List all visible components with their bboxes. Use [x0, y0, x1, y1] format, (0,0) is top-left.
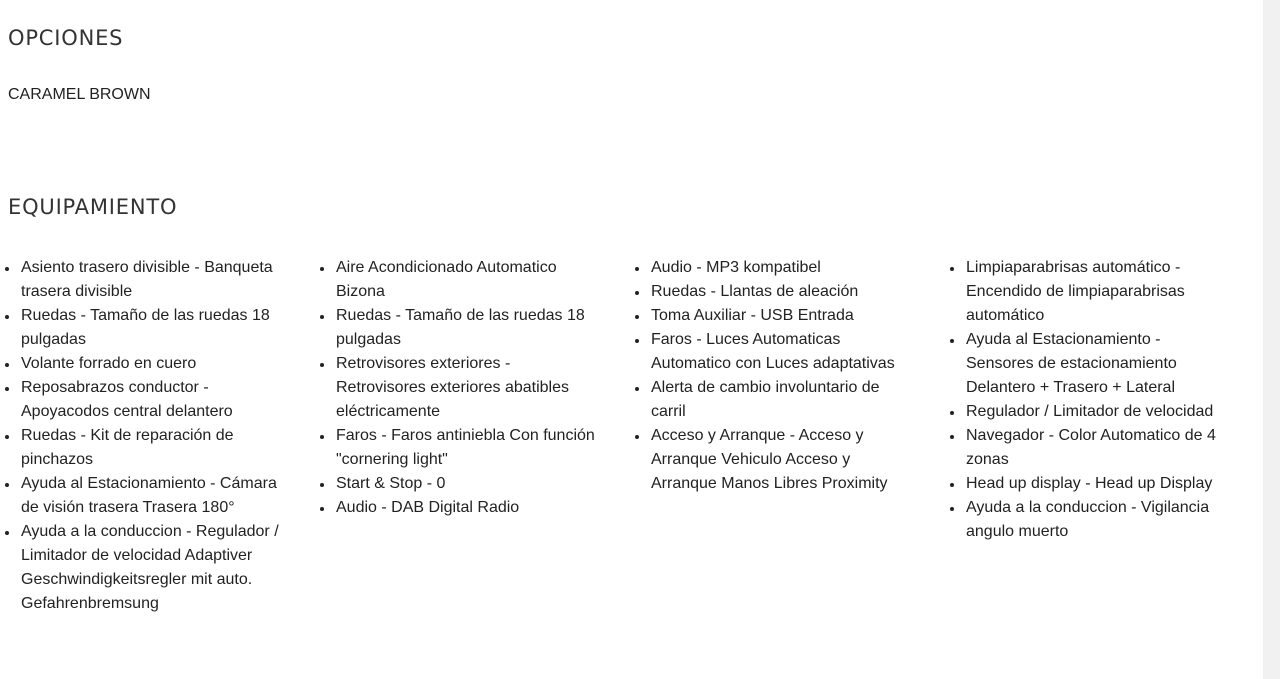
equipment-item: Faros - Luces Automaticas Automatico con Luces adaptativas	[651, 328, 915, 376]
option-color-value: CARAMEL BROWN	[8, 86, 151, 103]
equipment-item: Head up display - Head up Display	[966, 472, 1230, 496]
equipment-item: Ayuda al Estacionamiento - Sensores de estacionamiento Delantero + Trasero + Lateral	[966, 328, 1230, 400]
equipment-item: Aire Acondicionado Automatico Bizona	[336, 256, 600, 304]
equipment-item: Ayuda a la conduccion - Regulador / Limitador de velocidad Adaptiver Geschwindigkeitsregler mit auto. Gefahrenbremsung	[21, 520, 285, 616]
equipment-grid	[0, 256, 1262, 616]
equipment-column-2	[315, 256, 630, 616]
equipment-section-title: EQUIPAMIENTO	[8, 195, 178, 219]
equipment-item: Limpiaparabrisas automático - Encendido de limpiaparabrisas automático	[966, 256, 1230, 328]
equipment-item: Navegador - Color Automatico de 4 zonas	[966, 424, 1230, 472]
equipment-item: Faros - Faros antiniebla Con función "cornering light"	[336, 424, 600, 472]
equipment-item: Toma Auxiliar - USB Entrada	[651, 304, 915, 328]
equipment-item: Reposabrazos conductor - Apoyacodos central delantero	[21, 376, 285, 424]
equipment-item: Ruedas - Tamaño de las ruedas 18 pulgadas	[21, 304, 285, 352]
equipment-column-4	[945, 256, 1260, 616]
options-section-title: OPCIONES	[8, 26, 124, 50]
equipment-item: Start & Stop - 0	[336, 472, 600, 496]
equipment-item: Ruedas - Llantas de aleación	[651, 280, 915, 304]
equipment-column-1	[0, 256, 315, 616]
equipment-item: Alerta de cambio involuntario de carril	[651, 376, 915, 424]
equipment-item: Ayuda a la conduccion - Vigilancia angulo muerto	[966, 496, 1230, 544]
equipment-item: Ruedas - Tamaño de las ruedas 18 pulgadas	[336, 304, 600, 352]
equipment-item: Asiento trasero divisible - Banqueta trasera divisible	[21, 256, 285, 304]
equipment-item: Audio - MP3 kompatibel	[651, 256, 915, 280]
equipment-column-3	[630, 256, 945, 616]
equipment-item: Retrovisores exteriores - Retrovisores exteriores abatibles eléctricamente	[336, 352, 600, 424]
equipment-item: Ruedas - Kit de reparación de pinchazos	[21, 424, 285, 472]
equipment-item: Acceso y Arranque - Acceso y Arranque Vehiculo Acceso y Arranque Manos Libres Proximity	[651, 424, 915, 496]
equipment-item: Ayuda al Estacionamiento - Cámara de visión trasera Trasera 180°	[21, 472, 285, 520]
equipment-item: Volante forrado en cuero	[21, 352, 285, 376]
equipment-item: Regulador / Limitador de velocidad	[966, 400, 1230, 424]
equipment-item: Audio - DAB Digital Radio	[336, 496, 600, 520]
vertical-scrollbar[interactable]	[1263, 0, 1280, 679]
